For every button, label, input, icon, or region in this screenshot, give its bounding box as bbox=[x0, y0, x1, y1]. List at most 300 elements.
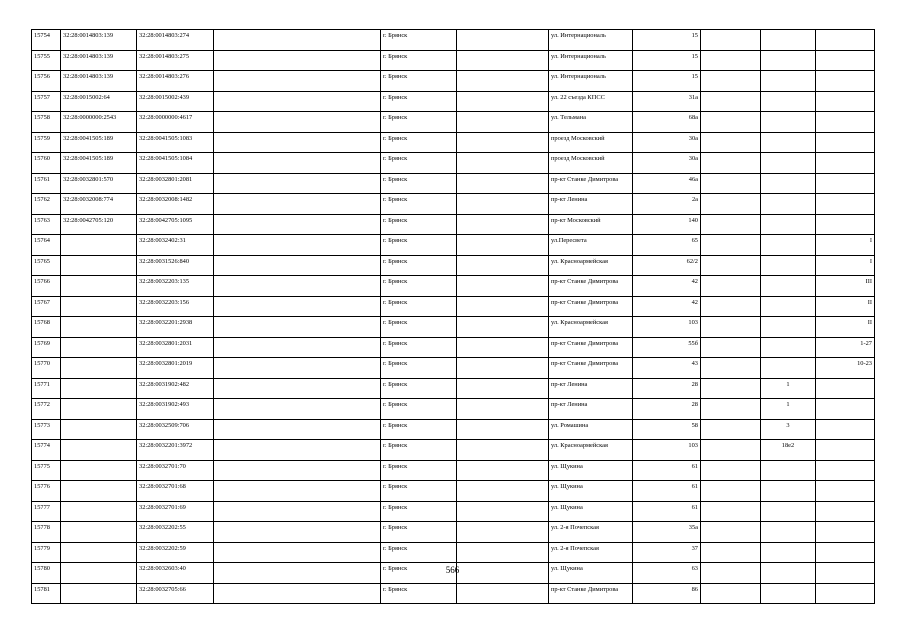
empty-cell-cell bbox=[214, 71, 381, 92]
cadastral-number-cell: 32:28:0032201:2938 bbox=[137, 317, 214, 338]
table-row bbox=[32, 583, 875, 604]
cadastral-number-cell: 32:28:0032202:55 bbox=[137, 522, 214, 543]
city-cell: г. Брянск bbox=[381, 112, 457, 133]
empty-cell-cell bbox=[214, 30, 381, 51]
previous-cadastral-number-cell bbox=[61, 358, 137, 379]
cadastral-number-cell: 32:28:0041505:1083 bbox=[137, 132, 214, 153]
street-cell: пр-кт Станке Димитрова bbox=[549, 173, 633, 194]
house-number-cell: 61 bbox=[633, 501, 701, 522]
street-cell: ул. 22 съезда КПСС bbox=[549, 91, 633, 112]
empty-cell-cell bbox=[457, 214, 549, 235]
premises-number-cell bbox=[761, 30, 816, 51]
room-number-cell: II bbox=[816, 296, 875, 317]
cadastral-number-cell: 32:28:0032705:66 bbox=[137, 583, 214, 604]
room-number-cell bbox=[816, 481, 875, 502]
empty-cell-cell bbox=[214, 194, 381, 215]
empty-cell-cell bbox=[214, 337, 381, 358]
room-number-cell bbox=[816, 91, 875, 112]
city-cell: г. Брянск bbox=[381, 30, 457, 51]
house-number-cell: 62/2 bbox=[633, 255, 701, 276]
empty-cell-cell bbox=[457, 30, 549, 51]
city-cell: г. Брянск bbox=[381, 153, 457, 174]
city-cell: г. Брянск bbox=[381, 399, 457, 420]
row-number-cell: 15763 bbox=[32, 214, 61, 235]
previous-cadastral-number-cell bbox=[61, 296, 137, 317]
row-number-cell: 15758 bbox=[32, 112, 61, 133]
city-cell: г. Брянск bbox=[381, 419, 457, 440]
city-cell: г. Брянск bbox=[381, 337, 457, 358]
registry-table bbox=[31, 29, 875, 604]
row-number-cell: 15760 bbox=[32, 153, 61, 174]
cadastral-number-cell: 32:28:0042705:1095 bbox=[137, 214, 214, 235]
street-cell: пр-кт Станке Димитрова bbox=[549, 276, 633, 297]
cadastral-number-cell: 32:28:0031902:482 bbox=[137, 378, 214, 399]
row-number-cell: 15761 bbox=[32, 173, 61, 194]
previous-cadastral-number-cell bbox=[61, 337, 137, 358]
empty-cell-cell bbox=[457, 235, 549, 256]
premises-number-cell bbox=[761, 91, 816, 112]
premises-number-cell bbox=[761, 460, 816, 481]
premises-number-cell: 1 bbox=[761, 399, 816, 420]
row-number-cell: 15764 bbox=[32, 235, 61, 256]
building-cell-cell bbox=[701, 50, 761, 71]
city-cell: г. Брянск bbox=[381, 173, 457, 194]
house-number-cell: 103 bbox=[633, 440, 701, 461]
premises-number-cell bbox=[761, 153, 816, 174]
empty-cell-cell bbox=[214, 378, 381, 399]
cadastral-number-cell: 32:28:0032801:2019 bbox=[137, 358, 214, 379]
street-cell: ул. Красноармейская bbox=[549, 317, 633, 338]
empty-cell-cell bbox=[214, 91, 381, 112]
previous-cadastral-number-cell: 32:28:0014803:139 bbox=[61, 50, 137, 71]
city-cell: г. Брянск bbox=[381, 583, 457, 604]
table-row bbox=[32, 276, 875, 297]
row-number-cell: 15780 bbox=[32, 563, 61, 584]
city-cell: г. Брянск bbox=[381, 91, 457, 112]
city-cell: г. Брянск bbox=[381, 71, 457, 92]
table-row bbox=[32, 30, 875, 51]
city-cell: г. Брянск bbox=[381, 194, 457, 215]
street-cell: ул. Красноармейская bbox=[549, 440, 633, 461]
row-number-cell: 15754 bbox=[32, 30, 61, 51]
table-row bbox=[32, 71, 875, 92]
city-cell: г. Брянск bbox=[381, 542, 457, 563]
empty-cell-cell bbox=[457, 583, 549, 604]
building-cell-cell bbox=[701, 501, 761, 522]
street-cell: проезд Московский bbox=[549, 132, 633, 153]
city-cell: г. Брянск bbox=[381, 214, 457, 235]
table-row bbox=[32, 419, 875, 440]
room-number-cell bbox=[816, 522, 875, 543]
empty-cell-cell bbox=[457, 50, 549, 71]
street-cell: пр-кт Станке Димитрова bbox=[549, 296, 633, 317]
building-cell-cell bbox=[701, 194, 761, 215]
row-number-cell: 15769 bbox=[32, 337, 61, 358]
row-number-cell: 15755 bbox=[32, 50, 61, 71]
table-row bbox=[32, 317, 875, 338]
previous-cadastral-number-cell bbox=[61, 276, 137, 297]
building-cell-cell bbox=[701, 153, 761, 174]
city-cell: г. Брянск bbox=[381, 235, 457, 256]
table-row bbox=[32, 481, 875, 502]
city-cell: г. Брянск bbox=[381, 440, 457, 461]
cadastral-number-cell: 32:28:0032202:59 bbox=[137, 542, 214, 563]
row-number-cell: 15759 bbox=[32, 132, 61, 153]
previous-cadastral-number-cell bbox=[61, 317, 137, 338]
cadastral-number-cell: 32:28:0032402:31 bbox=[137, 235, 214, 256]
cadastral-number-cell: 32:28:0041505:1084 bbox=[137, 153, 214, 174]
empty-cell-cell bbox=[214, 501, 381, 522]
building-cell-cell bbox=[701, 30, 761, 51]
previous-cadastral-number-cell bbox=[61, 481, 137, 502]
room-number-cell: 10-23 bbox=[816, 358, 875, 379]
premises-number-cell bbox=[761, 194, 816, 215]
row-number-cell: 15775 bbox=[32, 460, 61, 481]
cadastral-number-cell: 32:28:0032603:40 bbox=[137, 563, 214, 584]
premises-number-cell bbox=[761, 235, 816, 256]
room-number-cell bbox=[816, 71, 875, 92]
empty-cell-cell bbox=[457, 399, 549, 420]
table-row bbox=[32, 501, 875, 522]
empty-cell-cell bbox=[214, 214, 381, 235]
empty-cell-cell bbox=[214, 235, 381, 256]
row-number-cell: 15770 bbox=[32, 358, 61, 379]
premises-number-cell: 1 bbox=[761, 378, 816, 399]
room-number-cell bbox=[816, 214, 875, 235]
row-number-cell: 15771 bbox=[32, 378, 61, 399]
room-number-cell bbox=[816, 30, 875, 51]
building-cell-cell bbox=[701, 132, 761, 153]
room-number-cell bbox=[816, 399, 875, 420]
room-number-cell bbox=[816, 194, 875, 215]
cadastral-number-cell: 32:28:0014803:276 bbox=[137, 71, 214, 92]
previous-cadastral-number-cell bbox=[61, 378, 137, 399]
building-cell-cell bbox=[701, 522, 761, 543]
previous-cadastral-number-cell: 32:28:0032008:774 bbox=[61, 194, 137, 215]
house-number-cell: 68а bbox=[633, 112, 701, 133]
cadastral-number-cell: 32:28:0032509:706 bbox=[137, 419, 214, 440]
street-cell: пр-кт Ленина bbox=[549, 194, 633, 215]
previous-cadastral-number-cell bbox=[61, 235, 137, 256]
street-cell: ул. Красноармейская bbox=[549, 255, 633, 276]
empty-cell-cell bbox=[214, 522, 381, 543]
row-number-cell: 15781 bbox=[32, 583, 61, 604]
street-cell: ул. 2-я Почепская bbox=[549, 522, 633, 543]
empty-cell-cell bbox=[457, 317, 549, 338]
building-cell-cell bbox=[701, 583, 761, 604]
building-cell-cell bbox=[701, 460, 761, 481]
street-cell: проезд Московский bbox=[549, 153, 633, 174]
building-cell-cell bbox=[701, 91, 761, 112]
premises-number-cell bbox=[761, 112, 816, 133]
cadastral-number-cell: 32:28:0032701:69 bbox=[137, 501, 214, 522]
cadastral-number-cell: 32:28:0032701:70 bbox=[137, 460, 214, 481]
table-row bbox=[32, 542, 875, 563]
empty-cell-cell bbox=[457, 173, 549, 194]
premises-number-cell bbox=[761, 132, 816, 153]
house-number-cell: 46а bbox=[633, 173, 701, 194]
street-cell: ул. Интернациональ bbox=[549, 71, 633, 92]
empty-cell-cell bbox=[457, 501, 549, 522]
house-number-cell: 15 bbox=[633, 30, 701, 51]
house-number-cell: 15 bbox=[633, 50, 701, 71]
empty-cell-cell bbox=[214, 399, 381, 420]
room-number-cell bbox=[816, 153, 875, 174]
table-row bbox=[32, 378, 875, 399]
previous-cadastral-number-cell bbox=[61, 583, 137, 604]
empty-cell-cell bbox=[457, 194, 549, 215]
empty-cell-cell bbox=[457, 132, 549, 153]
premises-number-cell bbox=[761, 255, 816, 276]
empty-cell-cell bbox=[457, 276, 549, 297]
house-number-cell: 140 bbox=[633, 214, 701, 235]
room-number-cell: III bbox=[816, 276, 875, 297]
table-body bbox=[32, 30, 875, 604]
room-number-cell bbox=[816, 460, 875, 481]
table-row bbox=[32, 173, 875, 194]
city-cell: г. Брянск bbox=[381, 296, 457, 317]
table-row bbox=[32, 112, 875, 133]
city-cell: г. Брянск bbox=[381, 317, 457, 338]
empty-cell-cell bbox=[214, 460, 381, 481]
cadastral-number-cell: 32:28:0032801:2081 bbox=[137, 173, 214, 194]
previous-cadastral-number-cell: 32:28:0042705:120 bbox=[61, 214, 137, 235]
cadastral-number-cell: 32:28:0032203:135 bbox=[137, 276, 214, 297]
empty-cell-cell bbox=[457, 542, 549, 563]
row-number-cell: 15762 bbox=[32, 194, 61, 215]
empty-cell-cell bbox=[457, 481, 549, 502]
street-cell: пр-кт Московский bbox=[549, 214, 633, 235]
empty-cell-cell bbox=[214, 153, 381, 174]
house-number-cell: 28 bbox=[633, 399, 701, 420]
row-number-cell: 15779 bbox=[32, 542, 61, 563]
house-number-cell: 35а bbox=[633, 522, 701, 543]
cadastral-number-cell: 32:28:0032203:156 bbox=[137, 296, 214, 317]
table-row bbox=[32, 358, 875, 379]
room-number-cell bbox=[816, 132, 875, 153]
building-cell-cell bbox=[701, 317, 761, 338]
cadastral-number-cell: 32:28:0032201:3972 bbox=[137, 440, 214, 461]
street-cell: пр-кт Станке Димитрова bbox=[549, 583, 633, 604]
empty-cell-cell bbox=[457, 358, 549, 379]
room-number-cell bbox=[816, 112, 875, 133]
previous-cadastral-number-cell bbox=[61, 399, 137, 420]
empty-cell-cell bbox=[214, 112, 381, 133]
table-row bbox=[32, 132, 875, 153]
previous-cadastral-number-cell bbox=[61, 440, 137, 461]
city-cell: г. Брянск bbox=[381, 460, 457, 481]
previous-cadastral-number-cell bbox=[61, 522, 137, 543]
house-number-cell: 61 bbox=[633, 460, 701, 481]
table-row bbox=[32, 91, 875, 112]
empty-cell-cell bbox=[457, 378, 549, 399]
empty-cell-cell bbox=[457, 91, 549, 112]
empty-cell-cell bbox=[457, 296, 549, 317]
empty-cell-cell bbox=[457, 255, 549, 276]
table-row bbox=[32, 522, 875, 543]
street-cell: пр-кт Ленина bbox=[549, 378, 633, 399]
premises-number-cell bbox=[761, 501, 816, 522]
street-cell: пр-кт Ленина bbox=[549, 399, 633, 420]
premises-number-cell bbox=[761, 50, 816, 71]
table-row bbox=[32, 255, 875, 276]
city-cell: г. Брянск bbox=[381, 378, 457, 399]
empty-cell-cell bbox=[214, 317, 381, 338]
house-number-cell: 2а bbox=[633, 194, 701, 215]
row-number-cell: 15768 bbox=[32, 317, 61, 338]
building-cell-cell bbox=[701, 337, 761, 358]
room-number-cell bbox=[816, 583, 875, 604]
building-cell-cell bbox=[701, 235, 761, 256]
table-row bbox=[32, 399, 875, 420]
house-number-cell: 65 bbox=[633, 235, 701, 256]
table-row bbox=[32, 50, 875, 71]
premises-number-cell bbox=[761, 542, 816, 563]
empty-cell-cell bbox=[457, 112, 549, 133]
building-cell-cell bbox=[701, 255, 761, 276]
empty-cell-cell bbox=[214, 583, 381, 604]
premises-number-cell bbox=[761, 522, 816, 543]
city-cell: г. Брянск bbox=[381, 276, 457, 297]
empty-cell-cell bbox=[214, 481, 381, 502]
previous-cadastral-number-cell: 32:28:0032801:570 bbox=[61, 173, 137, 194]
empty-cell-cell bbox=[457, 460, 549, 481]
street-cell: ул. Тельмана bbox=[549, 112, 633, 133]
street-cell: ул. 2-я Почепская bbox=[549, 542, 633, 563]
previous-cadastral-number-cell: 32:28:0000000:2543 bbox=[61, 112, 137, 133]
previous-cadastral-number-cell: 32:28:0041505:189 bbox=[61, 132, 137, 153]
house-number-cell: 30а bbox=[633, 132, 701, 153]
row-number-cell: 15757 bbox=[32, 91, 61, 112]
empty-cell-cell bbox=[457, 153, 549, 174]
house-number-cell: 30а bbox=[633, 153, 701, 174]
previous-cadastral-number-cell: 32:28:0041505:189 bbox=[61, 153, 137, 174]
street-cell: ул. Интернациональ bbox=[549, 30, 633, 51]
house-number-cell: 42 bbox=[633, 276, 701, 297]
city-cell: г. Брянск bbox=[381, 501, 457, 522]
empty-cell-cell bbox=[457, 440, 549, 461]
room-number-cell bbox=[816, 419, 875, 440]
room-number-cell: II bbox=[816, 317, 875, 338]
cadastral-number-cell: 32:28:0031526:840 bbox=[137, 255, 214, 276]
building-cell-cell bbox=[701, 419, 761, 440]
building-cell-cell bbox=[701, 71, 761, 92]
room-number-cell bbox=[816, 542, 875, 563]
street-cell: пр-кт Станке Димитрова bbox=[549, 358, 633, 379]
building-cell-cell bbox=[701, 296, 761, 317]
city-cell: г. Брянск bbox=[381, 132, 457, 153]
premises-number-cell: 18е2 bbox=[761, 440, 816, 461]
house-number-cell: 61 bbox=[633, 481, 701, 502]
row-number-cell: 15778 bbox=[32, 522, 61, 543]
empty-cell-cell bbox=[214, 358, 381, 379]
house-number-cell: 55б bbox=[633, 337, 701, 358]
room-number-cell bbox=[816, 378, 875, 399]
row-number-cell: 15777 bbox=[32, 501, 61, 522]
city-cell: г. Брянск bbox=[381, 358, 457, 379]
house-number-cell: 31а bbox=[633, 91, 701, 112]
table-row bbox=[32, 235, 875, 256]
cadastral-number-cell: 32:28:0032801:2031 bbox=[137, 337, 214, 358]
row-number-cell: 15765 bbox=[32, 255, 61, 276]
cadastral-number-cell: 32:28:0000000:4617 bbox=[137, 112, 214, 133]
city-cell: г. Брянск bbox=[381, 255, 457, 276]
previous-cadastral-number-cell bbox=[61, 255, 137, 276]
cadastral-number-cell: 32:28:0015002:439 bbox=[137, 91, 214, 112]
premises-number-cell bbox=[761, 481, 816, 502]
city-cell: г. Брянск bbox=[381, 481, 457, 502]
row-number-cell: 15766 bbox=[32, 276, 61, 297]
premises-number-cell bbox=[761, 71, 816, 92]
empty-cell-cell bbox=[214, 419, 381, 440]
empty-cell-cell bbox=[457, 71, 549, 92]
building-cell-cell bbox=[701, 440, 761, 461]
empty-cell-cell bbox=[214, 173, 381, 194]
house-number-cell: 63 bbox=[633, 563, 701, 584]
cadastral-number-cell: 32:28:0032008:1482 bbox=[137, 194, 214, 215]
previous-cadastral-number-cell bbox=[61, 542, 137, 563]
premises-number-cell bbox=[761, 276, 816, 297]
house-number-cell: 86 bbox=[633, 583, 701, 604]
house-number-cell: 42 bbox=[633, 296, 701, 317]
room-number-cell bbox=[816, 440, 875, 461]
premises-number-cell bbox=[761, 337, 816, 358]
empty-cell-cell bbox=[214, 276, 381, 297]
house-number-cell: 28 bbox=[633, 378, 701, 399]
empty-cell-cell bbox=[214, 255, 381, 276]
previous-cadastral-number-cell: 32:28:0014803:139 bbox=[61, 71, 137, 92]
table-row bbox=[32, 194, 875, 215]
city-cell: г. Брянск bbox=[381, 563, 457, 584]
room-number-cell bbox=[816, 50, 875, 71]
page-number: 566 bbox=[445, 565, 460, 575]
premises-number-cell bbox=[761, 214, 816, 235]
cadastral-number-cell: 32:28:0032701:68 bbox=[137, 481, 214, 502]
premises-number-cell bbox=[761, 296, 816, 317]
building-cell-cell bbox=[701, 378, 761, 399]
previous-cadastral-number-cell bbox=[61, 419, 137, 440]
street-cell: ул. Щукина bbox=[549, 481, 633, 502]
cadastral-number-cell: 32:28:0014803:274 bbox=[137, 30, 214, 51]
empty-cell-cell bbox=[457, 419, 549, 440]
premises-number-cell: 3 bbox=[761, 419, 816, 440]
building-cell-cell bbox=[701, 358, 761, 379]
premises-number-cell bbox=[761, 358, 816, 379]
previous-cadastral-number-cell: 32:28:0015002:64 bbox=[61, 91, 137, 112]
empty-cell-cell bbox=[214, 440, 381, 461]
room-number-cell bbox=[816, 173, 875, 194]
table-row bbox=[32, 296, 875, 317]
row-number-cell: 15773 bbox=[32, 419, 61, 440]
empty-cell-cell bbox=[457, 337, 549, 358]
house-number-cell: 58 bbox=[633, 419, 701, 440]
building-cell-cell bbox=[701, 276, 761, 297]
cadastral-number-cell: 32:28:0014803:275 bbox=[137, 50, 214, 71]
house-number-cell: 103 bbox=[633, 317, 701, 338]
city-cell: г. Брянск bbox=[381, 522, 457, 543]
building-cell-cell bbox=[701, 112, 761, 133]
empty-cell-cell bbox=[457, 522, 549, 543]
street-cell: ул. Щукина bbox=[549, 460, 633, 481]
building-cell-cell bbox=[701, 173, 761, 194]
building-cell-cell bbox=[701, 481, 761, 502]
building-cell-cell bbox=[701, 399, 761, 420]
premises-number-cell bbox=[761, 317, 816, 338]
street-cell: ул. Ромашина bbox=[549, 419, 633, 440]
building-cell-cell bbox=[701, 214, 761, 235]
house-number-cell: 37 bbox=[633, 542, 701, 563]
street-cell: ул. Щукина bbox=[549, 563, 633, 584]
